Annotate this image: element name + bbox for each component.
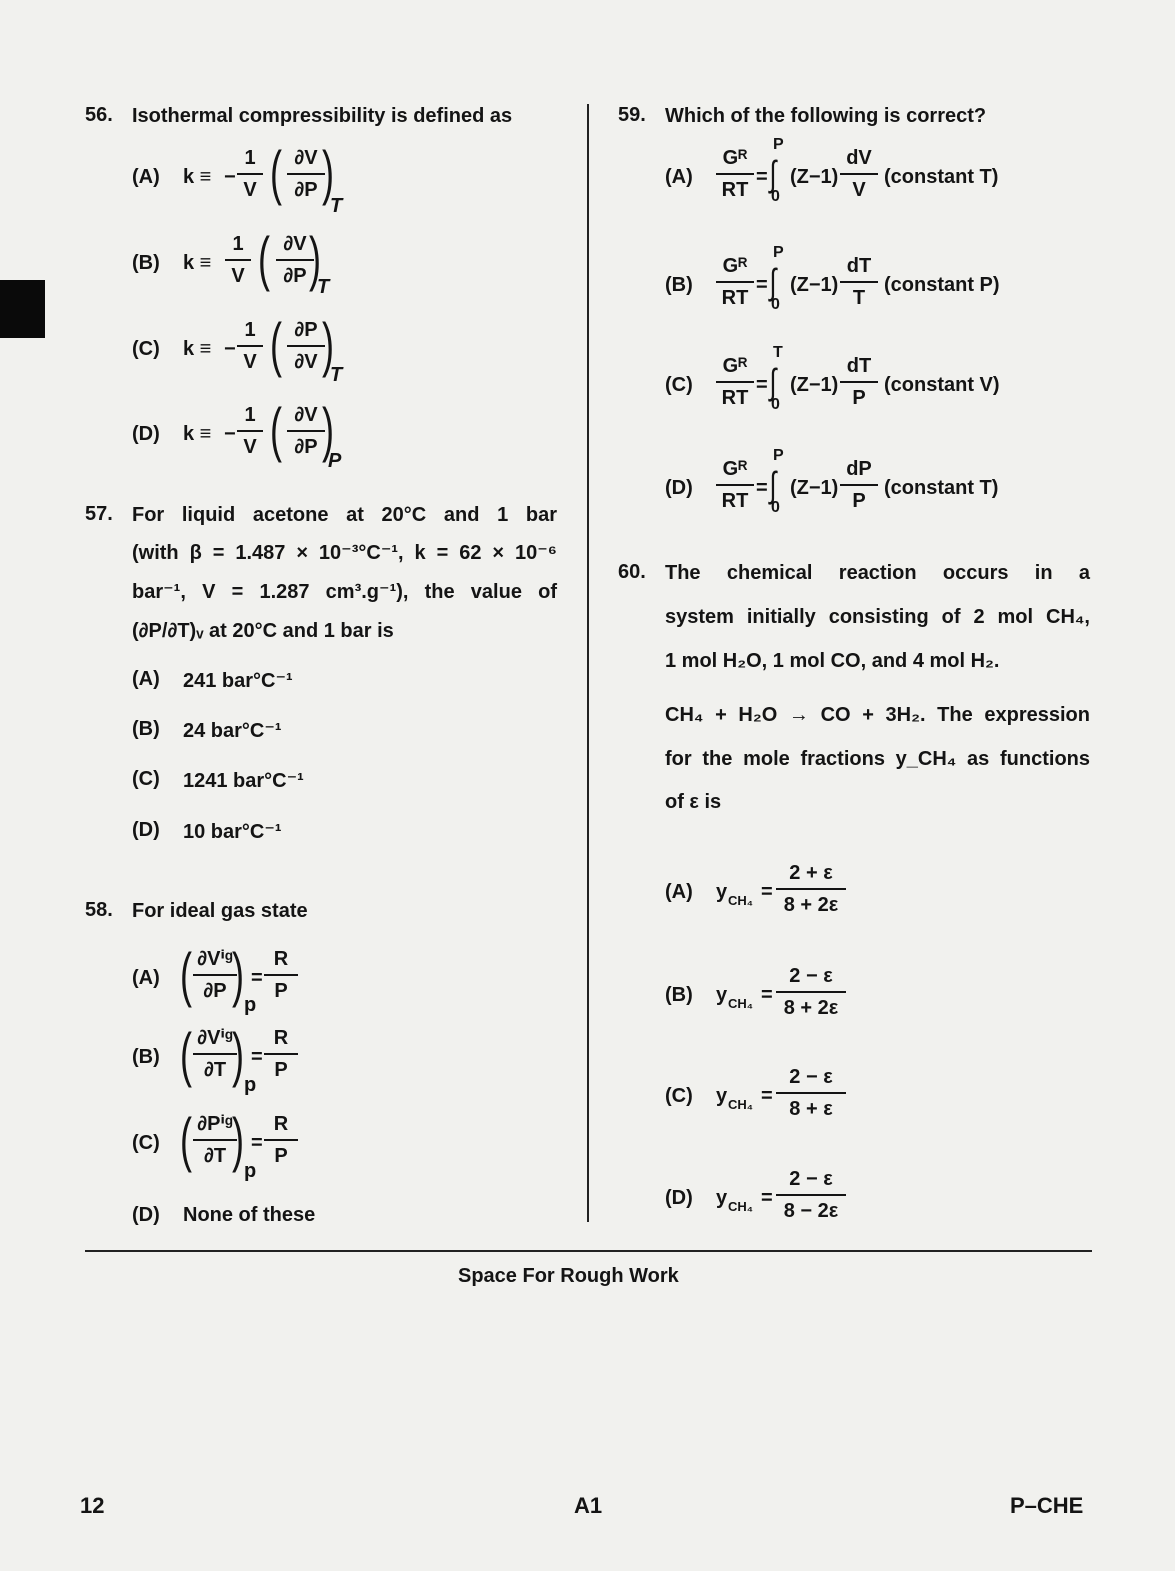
partial-fraction: [287, 403, 325, 459]
denominator: 8 + 2ε: [783, 894, 839, 916]
integral-sign: ∫: [769, 361, 777, 402]
q57-option-b-label: (B): [132, 718, 160, 740]
numerator: dT: [846, 355, 872, 377]
numerator: 1: [232, 233, 244, 255]
epsilon-fraction: [776, 1065, 846, 1121]
lower-limit: 0: [771, 396, 780, 413]
k-symbol: k ≡: [183, 423, 212, 445]
q60-line-2: system initially consisting of 2 mol CH₄,: [665, 606, 1090, 628]
denominator: V: [243, 351, 257, 373]
option-label: (A): [132, 166, 160, 188]
q60-number: 60.: [618, 561, 646, 583]
q57-option-b-text: 24 bar°C⁻¹: [183, 720, 282, 742]
subscript: T: [317, 276, 330, 298]
option-label: (A): [665, 166, 693, 188]
option-label: (B): [132, 252, 160, 274]
right-paren: ): [321, 396, 334, 463]
numerator: 2 − ε: [789, 1066, 833, 1088]
r-over-p: [264, 1026, 298, 1082]
numerator: Gᴿ: [722, 355, 748, 377]
lower-limit: 0: [771, 188, 780, 205]
subscript: T: [330, 364, 343, 386]
numerator: dV: [846, 147, 872, 169]
q60-line-6: of ε is: [665, 791, 722, 813]
numerator: ∂P: [294, 319, 318, 341]
lower-limit: 0: [771, 499, 780, 516]
condition: (constant P): [884, 274, 1000, 296]
option-label: (B): [665, 984, 693, 1006]
k-symbol: k ≡: [183, 252, 212, 274]
z-term: (Z−1): [790, 374, 839, 396]
option-label: (C): [665, 374, 693, 396]
upper-limit: T: [773, 344, 783, 361]
condition: (constant T): [884, 166, 999, 188]
q57-line-1: For liquid acetone at 20°C and 1 bar: [132, 504, 557, 526]
option-label: (A): [665, 881, 693, 903]
right-paren: ): [321, 311, 334, 378]
integral-sign: ∫: [769, 153, 777, 194]
mole-fraction-subscript: CH₄: [728, 893, 753, 908]
q58-option-d-label: (D): [132, 1204, 160, 1226]
denominator: ∂P: [294, 179, 318, 201]
denominator: V: [852, 179, 866, 201]
gr-over-rt: [716, 146, 754, 202]
mole-fraction-symbol: y: [716, 1085, 728, 1107]
q57-option-c-label: (C): [132, 768, 160, 790]
differential-fraction: [840, 457, 878, 513]
option-label: (C): [132, 338, 160, 360]
numerator: 1: [244, 147, 256, 169]
left-paren: (: [179, 1106, 192, 1173]
right-paren: ): [321, 139, 334, 206]
gr-over-rt: [716, 354, 754, 410]
mole-fraction-symbol: y: [716, 1187, 728, 1209]
subscript: T: [330, 195, 343, 217]
q57-option-c-text: 1241 bar°C⁻¹: [183, 770, 304, 792]
option-label: (B): [665, 274, 693, 296]
equals: =: [761, 984, 773, 1006]
sign: −: [224, 423, 236, 445]
differential-fraction: [840, 354, 878, 410]
partial-fraction: [193, 1026, 237, 1082]
equals: =: [756, 477, 768, 499]
q56-text: Isothermal compressibility is defined as: [132, 105, 513, 127]
q60-line-5: for the mole fractions y_CH₄ as functions: [665, 748, 1090, 770]
q57-line-2: (with β = 1.487 × 10⁻³°C⁻¹, k = 62 × 10⁻⁶: [132, 542, 557, 564]
option-label: (C): [665, 1085, 693, 1107]
partial-fraction: [287, 318, 325, 374]
q57-line-4: (∂P/∂T)ᵥ at 20°C and 1 bar is: [132, 620, 394, 642]
k-symbol: k ≡: [183, 166, 212, 188]
r-over-p: [264, 1112, 298, 1168]
margin-tab-mark: [0, 280, 45, 338]
subscript: P: [328, 450, 342, 472]
mole-fraction-subscript: CH₄: [728, 1097, 753, 1112]
partial-fraction: [287, 146, 325, 202]
numerator: Gᴿ: [722, 255, 748, 277]
equals: =: [756, 166, 768, 188]
sign: −: [224, 338, 236, 360]
q57-option-d-label: (D): [132, 819, 160, 841]
option-label: (D): [132, 423, 160, 445]
left-paren: (: [257, 225, 270, 292]
subscript: p: [244, 994, 257, 1016]
numerator: 2 − ε: [789, 1168, 833, 1190]
gr-over-rt: [716, 457, 754, 513]
option-label: (C): [132, 1132, 160, 1154]
q60-line-1: The chemical reaction occurs in a: [665, 562, 1090, 584]
column-divider: [587, 104, 589, 1222]
numerator: Gᴿ: [722, 147, 748, 169]
denominator: V: [243, 436, 257, 458]
mole-fraction-symbol: y: [716, 984, 728, 1006]
numerator: 2 − ε: [789, 965, 833, 987]
numerator: ∂Pⁱᵍ: [197, 1113, 233, 1135]
sign: −: [224, 166, 236, 188]
subscript: p: [244, 1160, 257, 1182]
left-paren: (: [179, 1021, 192, 1088]
right-paren: ): [231, 1021, 244, 1088]
denominator: 8 + 2ε: [783, 997, 839, 1019]
q57-option-a-label: (A): [132, 668, 160, 690]
denominator: RT: [721, 387, 749, 409]
equals: =: [756, 274, 768, 296]
one-over-v: [225, 232, 251, 288]
q60-line-3: 1 mol H₂O, 1 mol CO, and 4 mol H₂.: [665, 650, 1000, 672]
q58-text: For ideal gas state: [132, 900, 308, 922]
k-symbol: k ≡: [183, 338, 212, 360]
equals: =: [761, 1085, 773, 1107]
numerator: 1: [244, 319, 256, 341]
denominator: P: [852, 387, 866, 409]
right-paren: ): [308, 225, 321, 292]
r-over-p: [264, 947, 298, 1003]
epsilon-fraction: [776, 861, 846, 917]
numerator: 2 + ε: [789, 862, 833, 884]
q58-number: 58.: [85, 899, 113, 921]
denominator: P: [852, 490, 866, 512]
equals: =: [251, 967, 263, 989]
right-paren: ): [231, 1106, 244, 1173]
denominator: RT: [721, 287, 749, 309]
numerator: dT: [846, 255, 872, 277]
differential-fraction: [840, 254, 878, 310]
epsilon-fraction: [776, 964, 846, 1020]
denominator: ∂P: [203, 980, 227, 1002]
denominator: 8 − 2ε: [783, 1200, 839, 1222]
one-over-v: [237, 403, 263, 459]
q57-number: 57.: [85, 503, 113, 525]
one-over-v: [237, 318, 263, 374]
condition: (constant T): [884, 477, 999, 499]
mole-fraction-subscript: CH₄: [728, 996, 753, 1011]
differential-fraction: [840, 146, 878, 202]
denominator: 8 + ε: [789, 1098, 833, 1120]
series-code: A1: [574, 1493, 603, 1518]
q59-text: Which of the following is correct?: [665, 105, 987, 127]
z-term: (Z−1): [790, 274, 839, 296]
one-over-v: [237, 146, 263, 202]
denominator: ∂T: [203, 1059, 227, 1081]
subscript: p: [244, 1074, 257, 1096]
q58-option-d-text: None of these: [183, 1204, 316, 1226]
denominator: T: [852, 287, 866, 309]
numerator: R: [273, 1113, 289, 1135]
right-paren: ): [231, 941, 244, 1008]
option-label: (D): [665, 477, 693, 499]
integral-sign: ∫: [769, 261, 777, 302]
gr-over-rt: [716, 254, 754, 310]
upper-limit: P: [773, 447, 784, 464]
equals: =: [251, 1046, 263, 1068]
paper-code: P–CHE: [1010, 1493, 1084, 1518]
upper-limit: P: [773, 136, 784, 153]
numerator: Gᴿ: [722, 458, 748, 480]
q56-number: 56.: [85, 104, 113, 126]
integral-sign: ∫: [769, 464, 777, 505]
denominator: ∂V: [294, 351, 318, 373]
left-paren: (: [269, 396, 282, 463]
numerator: R: [273, 1027, 289, 1049]
denominator: ∂P: [294, 436, 318, 458]
left-paren: (: [179, 941, 192, 1008]
lower-limit: 0: [771, 296, 780, 313]
numerator: ∂V: [283, 233, 307, 255]
z-term: (Z−1): [790, 477, 839, 499]
numerator: ∂Vⁱᵍ: [197, 1027, 233, 1049]
rough-work-rule: [85, 1250, 1092, 1252]
left-paren: (: [269, 139, 282, 206]
upper-limit: P: [773, 244, 784, 261]
equals: =: [251, 1132, 263, 1154]
numerator: ∂Vⁱᵍ: [197, 948, 233, 970]
z-term: (Z−1): [790, 166, 839, 188]
numerator: R: [273, 948, 289, 970]
left-paren: (: [269, 311, 282, 378]
denominator: V: [231, 265, 245, 287]
partial-fraction: [193, 947, 237, 1003]
denominator: P: [274, 1145, 288, 1167]
denominator: V: [243, 179, 257, 201]
page-number: 12: [80, 1493, 105, 1518]
partial-fraction: [193, 1112, 237, 1168]
denominator: RT: [721, 490, 749, 512]
condition: (constant V): [884, 374, 1000, 396]
q57-option-a-text: 241 bar°C⁻¹: [183, 670, 293, 692]
numerator: ∂V: [294, 147, 318, 169]
numerator: 1: [244, 404, 256, 426]
denominator: RT: [721, 179, 749, 201]
option-label: (A): [132, 967, 160, 989]
equals: =: [756, 374, 768, 396]
q57-option-d-text: 10 bar°C⁻¹: [183, 821, 282, 843]
mole-fraction-subscript: CH₄: [728, 1199, 753, 1214]
epsilon-fraction: [776, 1167, 846, 1223]
denominator: P: [274, 980, 288, 1002]
numerator: dP: [846, 458, 872, 480]
q60-line-4: CH₄ + H₂O → CO + 3H₂. The expression: [665, 704, 1090, 726]
equals: =: [761, 1187, 773, 1209]
option-label: (D): [665, 1187, 693, 1209]
equals: =: [761, 881, 773, 903]
q59-number: 59.: [618, 104, 646, 126]
denominator: P: [274, 1059, 288, 1081]
rough-work-heading: Space For Rough Work: [458, 1265, 679, 1287]
denominator: ∂P: [283, 265, 307, 287]
denominator: ∂T: [203, 1145, 227, 1167]
numerator: ∂V: [294, 404, 318, 426]
mole-fraction-symbol: y: [716, 881, 728, 903]
option-label: (B): [132, 1046, 160, 1068]
q57-line-3: bar⁻¹, V = 1.287 cm³.g⁻¹), the value of: [132, 581, 557, 603]
